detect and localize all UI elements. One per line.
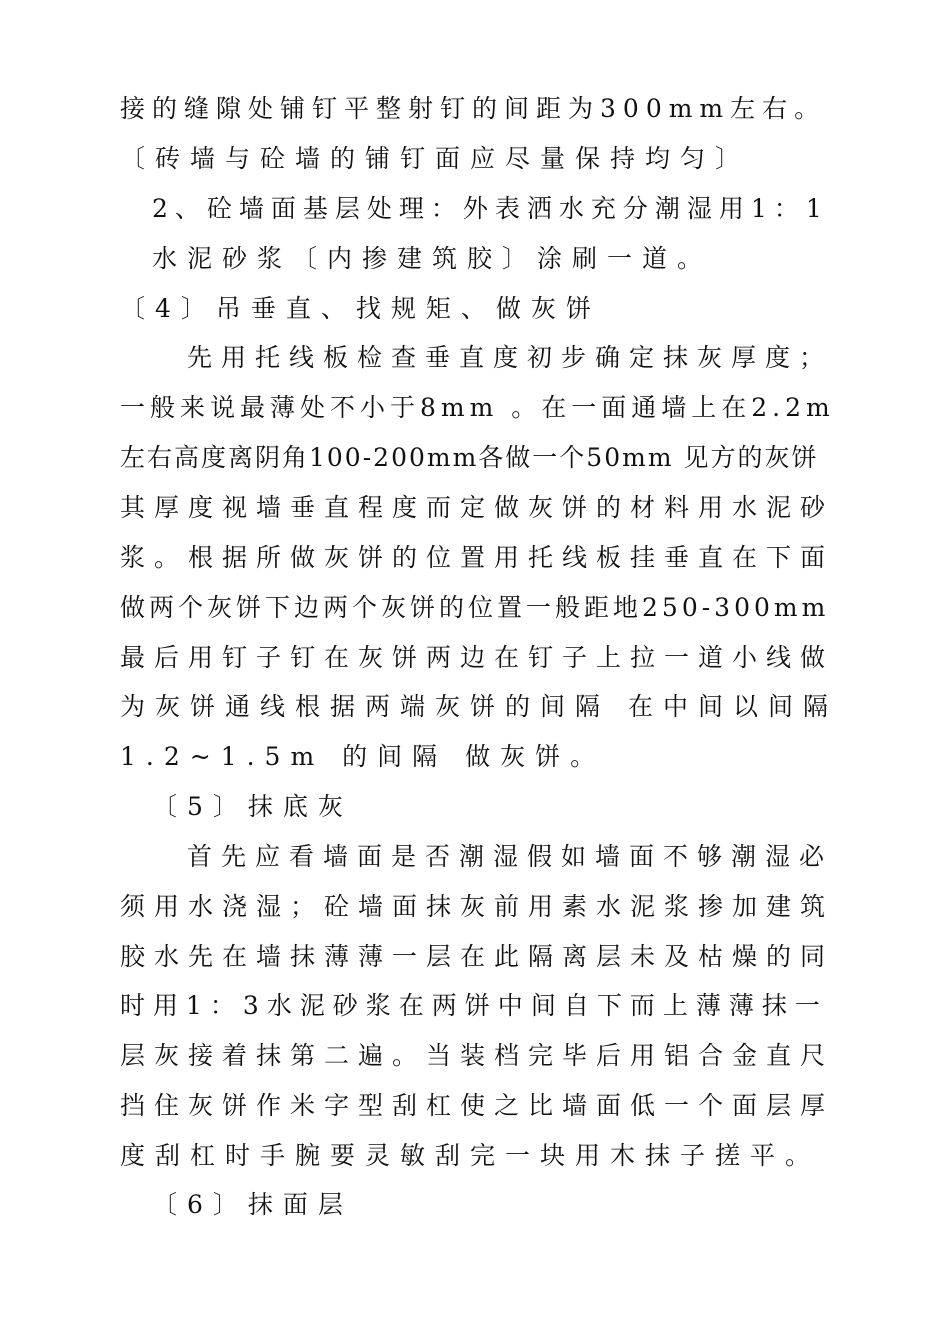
text-line: 度刮杠时手腕要灵敏刮完一块用木抹子搓平。	[120, 1141, 821, 1170]
text-line: 首先应看墙面是否潮湿假如墙面不够潮湿必	[187, 842, 834, 871]
text-line: 最后用钉子钉在灰饼两边在钉子上拉一道小线做	[120, 643, 835, 672]
text-line: 2、砼墙面基层处理：外表洒水充分潮湿用1：1	[152, 194, 829, 223]
text-line: 挡住灰饼作米字型刮杠使之比墙面低一个面层厚	[120, 1091, 835, 1120]
text-line: 1.2~1.5m 的间隔 做灰饼。	[120, 742, 606, 771]
text-line: 其厚度视墙垂直程度而定做灰饼的材料用水泥砂	[120, 493, 835, 522]
text-line: 〔砖墙与砼墙的铺钉面应尽量保持均匀〕	[120, 144, 751, 173]
text-line: 为灰饼通线根据两端灰饼的间隔 在中间以间隔	[120, 692, 838, 721]
text-line: 时用1：3水泥砂浆在两饼中间自下而上薄薄抹一	[120, 991, 828, 1020]
text-line: 接的缝隙处铺钉平整射钉的间距为300mm左右。	[120, 94, 827, 123]
section-heading: 〔6〕抹面层	[152, 1190, 353, 1219]
text-line: 胶水先在墙抹薄薄一层在此隔离层未及枯燥的同	[120, 942, 835, 971]
text-line: 浆。根据所做灰饼的位置用托线板挂垂直在下面	[120, 543, 835, 572]
text-line: 须用水浇湿；砼墙面抹灰前用素水泥浆掺加建筑	[120, 892, 835, 921]
section-heading: 〔5〕抹底灰	[152, 792, 353, 821]
text-line: 一般来说最薄处不小于8mm 。在一面通墙上在2.2m	[120, 393, 835, 422]
text-line: 左右高度离阴角100-200mm各做一个50mm 见方的灰饼	[120, 443, 819, 472]
text-line: 水泥砂浆〔内掺建筑胶〕涂刷一道。	[152, 244, 713, 273]
text-line: 层灰接着抹第二遍。当装档完毕后用铝合金直尺	[120, 1041, 835, 1070]
text-line: 先用托线板检查垂直度初步确定抹灰厚度；	[187, 343, 834, 372]
section-heading: 〔4〕吊垂直、找规矩、做灰饼	[120, 294, 601, 323]
text-line: 做两个灰饼下边两个灰饼的位置一般距地250-300mm	[120, 593, 830, 622]
